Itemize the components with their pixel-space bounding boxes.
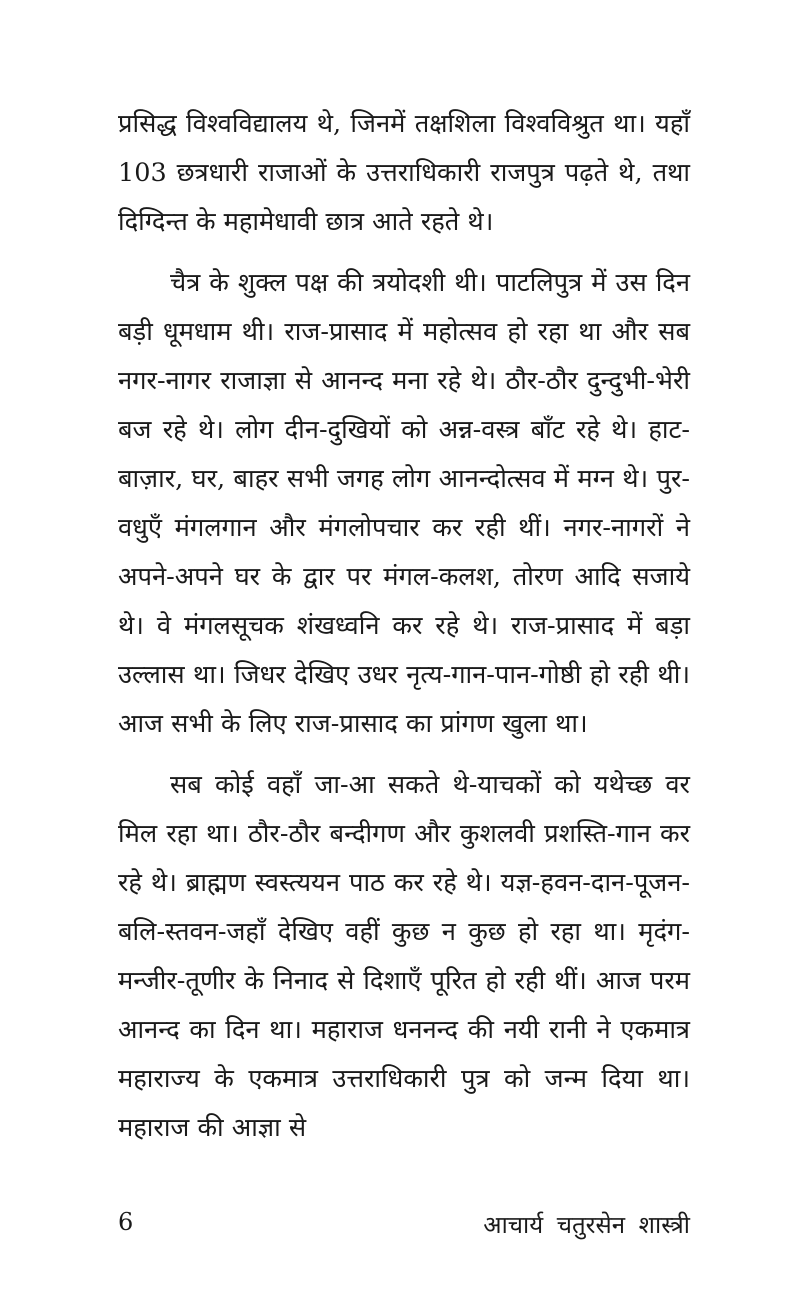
paragraph-3: सब कोई वहाँ जा-आ सकते थे-याचकों को यथेच्छ वर मिल रहा था। ठौर-ठौर बन्दीगण और कुशलवी प्रशस्ति-गान कर रहे थे। ब्राह्मण स्वस्त्ययन पाठ कर रहे थे। यज्ञ-हवन-दान-पूजन-बलि-स्तवन-जहाँ देखिए वहीं कुछ न कुछ हो रहा था। मृदंग-मन्जीर-तूणीर के निनाद से दिशाएँ पूरित हो रही थीं। आज परम आनन्द का दिन था। महाराज धननन्द की नयी रानी ने एकमात्र महाराज्य के एकमात्र उत्तराधिकारी पुत्र को जन्म दिया था। महाराज की आज्ञा से xyxy=(118,770,690,1143)
page-body xyxy=(118,100,690,1153)
paragraph-2: चैत्र के शुक्ल पक्ष की त्रयोदशी थी। पाटलिपुत्र में उस दिन बड़ी धूमधाम थी। राज-प्रासाद में महोत्सव हो रहा था और सब नगर-नागर राजाज्ञा से आनन्द मना रहे थे। ठौर-ठौर दुन्दुभी-भेरी बज रहे थे। लोग दीन-दुखियों को अन्न-वस्त्र बाँट रहे थे। हाट-बाज़ार, घर, बाहर सभी जगह लोग आनन्दोत्सव में मग्न थे। पुर-वधुएँ मंगलगान और मंगलोपचार कर रही थीं। नगर-नागरों ने अपने-अपने घर के द्वार पर मंगल-कलश, तोरण आदि सजाये थे। वे मंगलसूचक शंखध्वनि कर रहे थे। राज-प्रासाद में बड़ा उल्लास था। जिधर देखिए उधर नृत्य-गान-पान-गोष्ठी हो रही थी। आज सभी के लिए राज-प्रासाद का प्रांगण खुला था। xyxy=(118,268,690,739)
paragraph-1: प्रसिद्ध विश्वविद्यालय थे, जिनमें तक्षशिला विश्वविश्रुत था। यहाँ 103 छत्रधारी राजाओं के उत्तराधिकारी राजपुत्र पढ़ते थे, तथा दिग्दिन्त के महामेधावी छात्र आते रहते थे। xyxy=(118,109,690,237)
page-number: 6 xyxy=(118,1208,134,1236)
running-title-author: आचार्य चतुरसेन शास्त्री xyxy=(483,1211,690,1239)
page-footer xyxy=(118,1208,690,1248)
